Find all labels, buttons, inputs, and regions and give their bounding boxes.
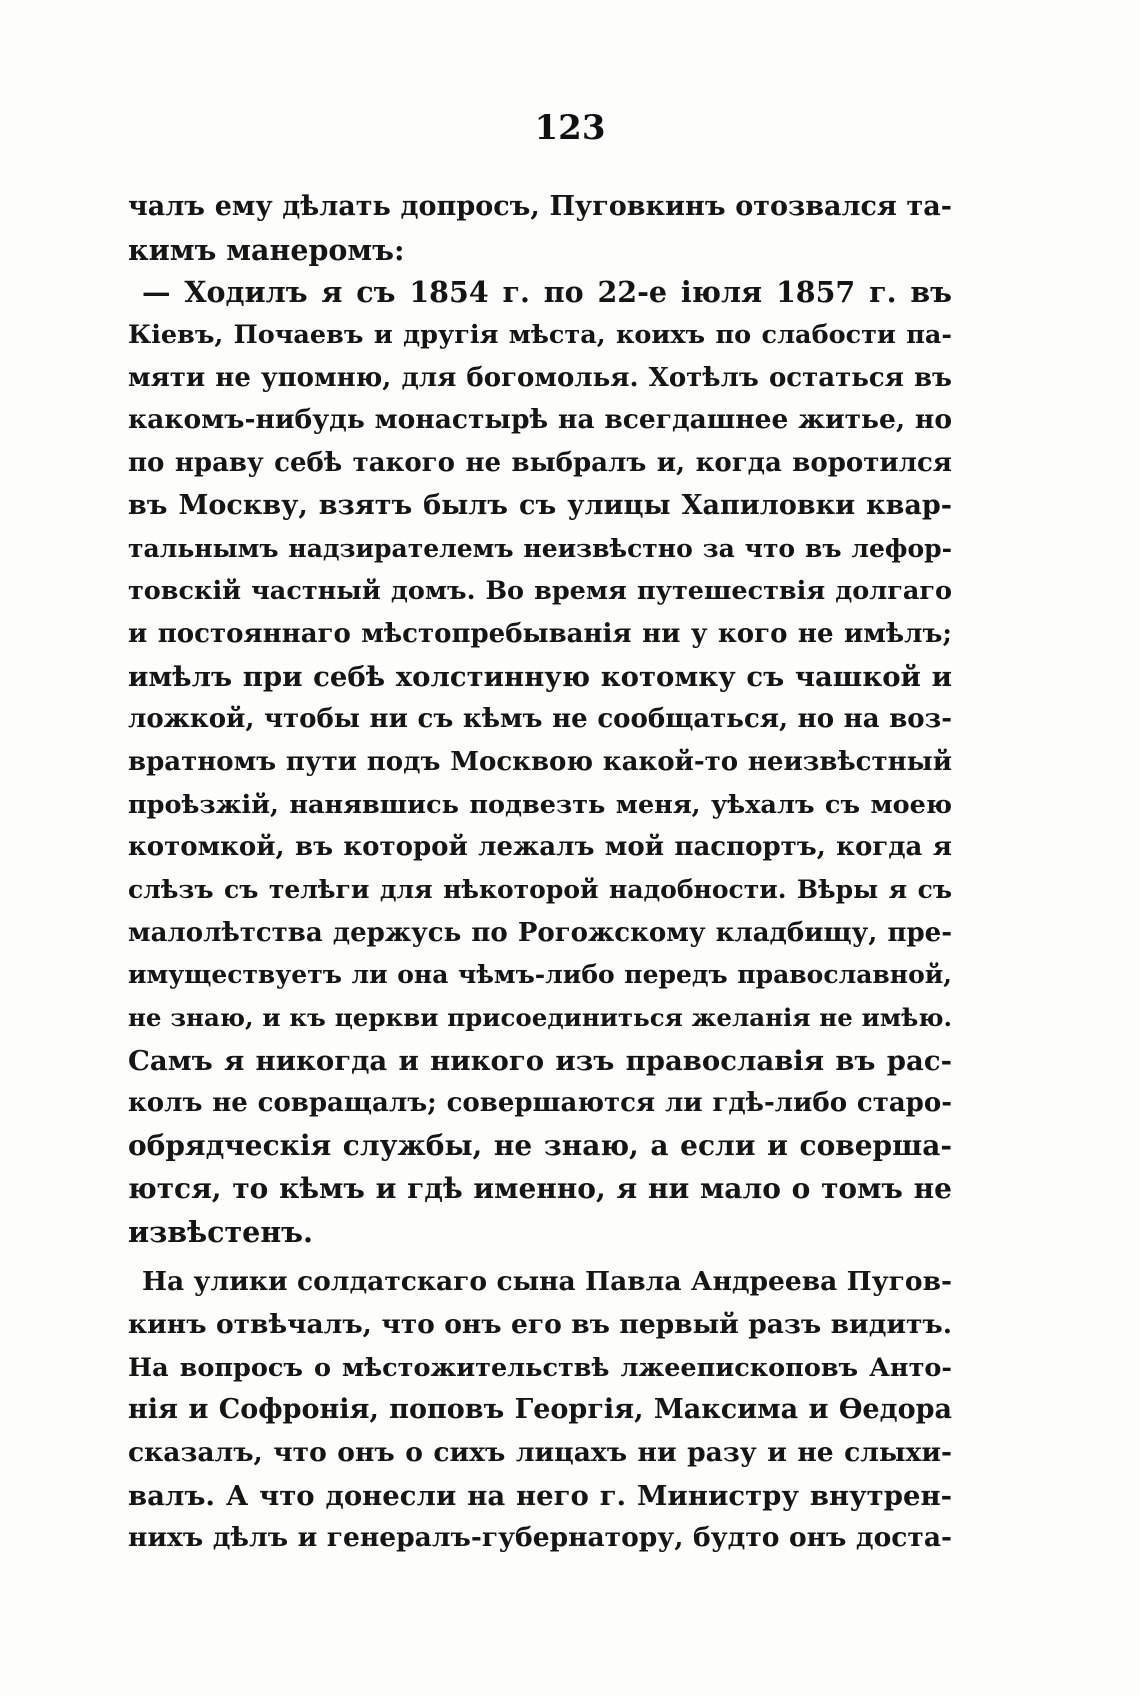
text-line: На улики солдатскаго сына Павла Андреева Пугов- xyxy=(142,1266,952,1298)
text-line: валъ. А что донесли на него г. Министру внутрен- xyxy=(128,1479,952,1512)
text-line: товскій частный домъ. Во время путешествія долгаго xyxy=(128,576,952,607)
text-line: На вопросъ о мѣстожительствѣ лжеепископовъ Анто- xyxy=(128,1352,952,1383)
text-line: извѣстенъ. xyxy=(128,1214,313,1249)
text-line: вратномъ пути подъ Москвою какой-то неизвѣстный xyxy=(128,746,952,777)
text-line: нихъ дѣлъ и генералъ-губернатору, будто онъ доста- xyxy=(128,1522,952,1554)
text-line: кимъ манеромъ: xyxy=(128,232,405,267)
text-line: колъ не совращалъ; совершаются ли гдѣ-либо старо- xyxy=(128,1088,952,1119)
text-line: кинъ отвѣчалъ, что онъ его въ первый разъ видитъ. xyxy=(128,1308,952,1340)
text-line: обрядческія службы, не знаю, а если и соверша- xyxy=(128,1129,952,1163)
text-line: проѣзжій, нанявшись подвезть меня, уѣхалъ съ моею xyxy=(128,789,952,820)
text-line: въ Москву, взятъ былъ съ улицы Хапиловки квар- xyxy=(128,489,952,521)
body-text xyxy=(128,186,952,1560)
text-line: мяти не упомню, для богомолья. Хотѣлъ остаться въ xyxy=(128,362,952,393)
text-line: слѣзъ съ телѣги для нѣкоторой надобности. Вѣры я съ xyxy=(128,875,952,904)
text-line: малолѣтства держусь по Рогожскому кладбищу, пре- xyxy=(128,917,952,948)
text-line: по нраву себѣ такого не выбралъ и, когда воротился xyxy=(128,448,952,479)
text-line: не знаю, и къ церкви присоединиться желанія не имѣю. xyxy=(128,1003,952,1033)
text-line: котомкой, въ которой лежалъ мой паспортъ, когда я xyxy=(128,832,952,863)
text-line: и постояннаго мѣстопребыванія ни у кого не имѣлъ; xyxy=(128,618,952,649)
text-line: тальнымъ надзирателемъ неизвѣстно за что въ лефор- xyxy=(128,533,952,563)
text-line: — Ходилъ я съ 1854 г. по 22-е іюля 1857 г. въ xyxy=(142,275,952,310)
text-line: Кіевъ, Почаевъ и другія мѣста, коихъ по слабости па- xyxy=(128,320,952,351)
text-line: имѣлъ при себѣ холстинную котомку съ чашкой и xyxy=(128,660,952,693)
text-line: имуществуетъ ли она чѣмъ-либо передъ православной, xyxy=(128,960,952,990)
text-line: чалъ ему дѣлать допросъ, Пуговкинъ отозвался та- xyxy=(128,191,952,222)
text-line: ложкой, чтобы ни съ кѣмъ не сообщаться, но на воз- xyxy=(128,704,952,735)
text-line: ются, то кѣмъ и гдѣ именно, я ни мало о томъ не xyxy=(128,1171,952,1205)
text-line: какомъ-нибудь монастырѣ на всегдашнее житье, но xyxy=(128,404,952,436)
text-line: Самъ я никогда и никого изъ православія въ рас- xyxy=(128,1044,952,1077)
text-line: сказалъ, что онъ о сихъ лицахъ ни разу и не слыхи- xyxy=(128,1436,952,1468)
page-number: 123 xyxy=(534,108,606,148)
text-line: нія и Софронія, поповъ Георгія, Максима и Ѳедора xyxy=(128,1394,952,1426)
